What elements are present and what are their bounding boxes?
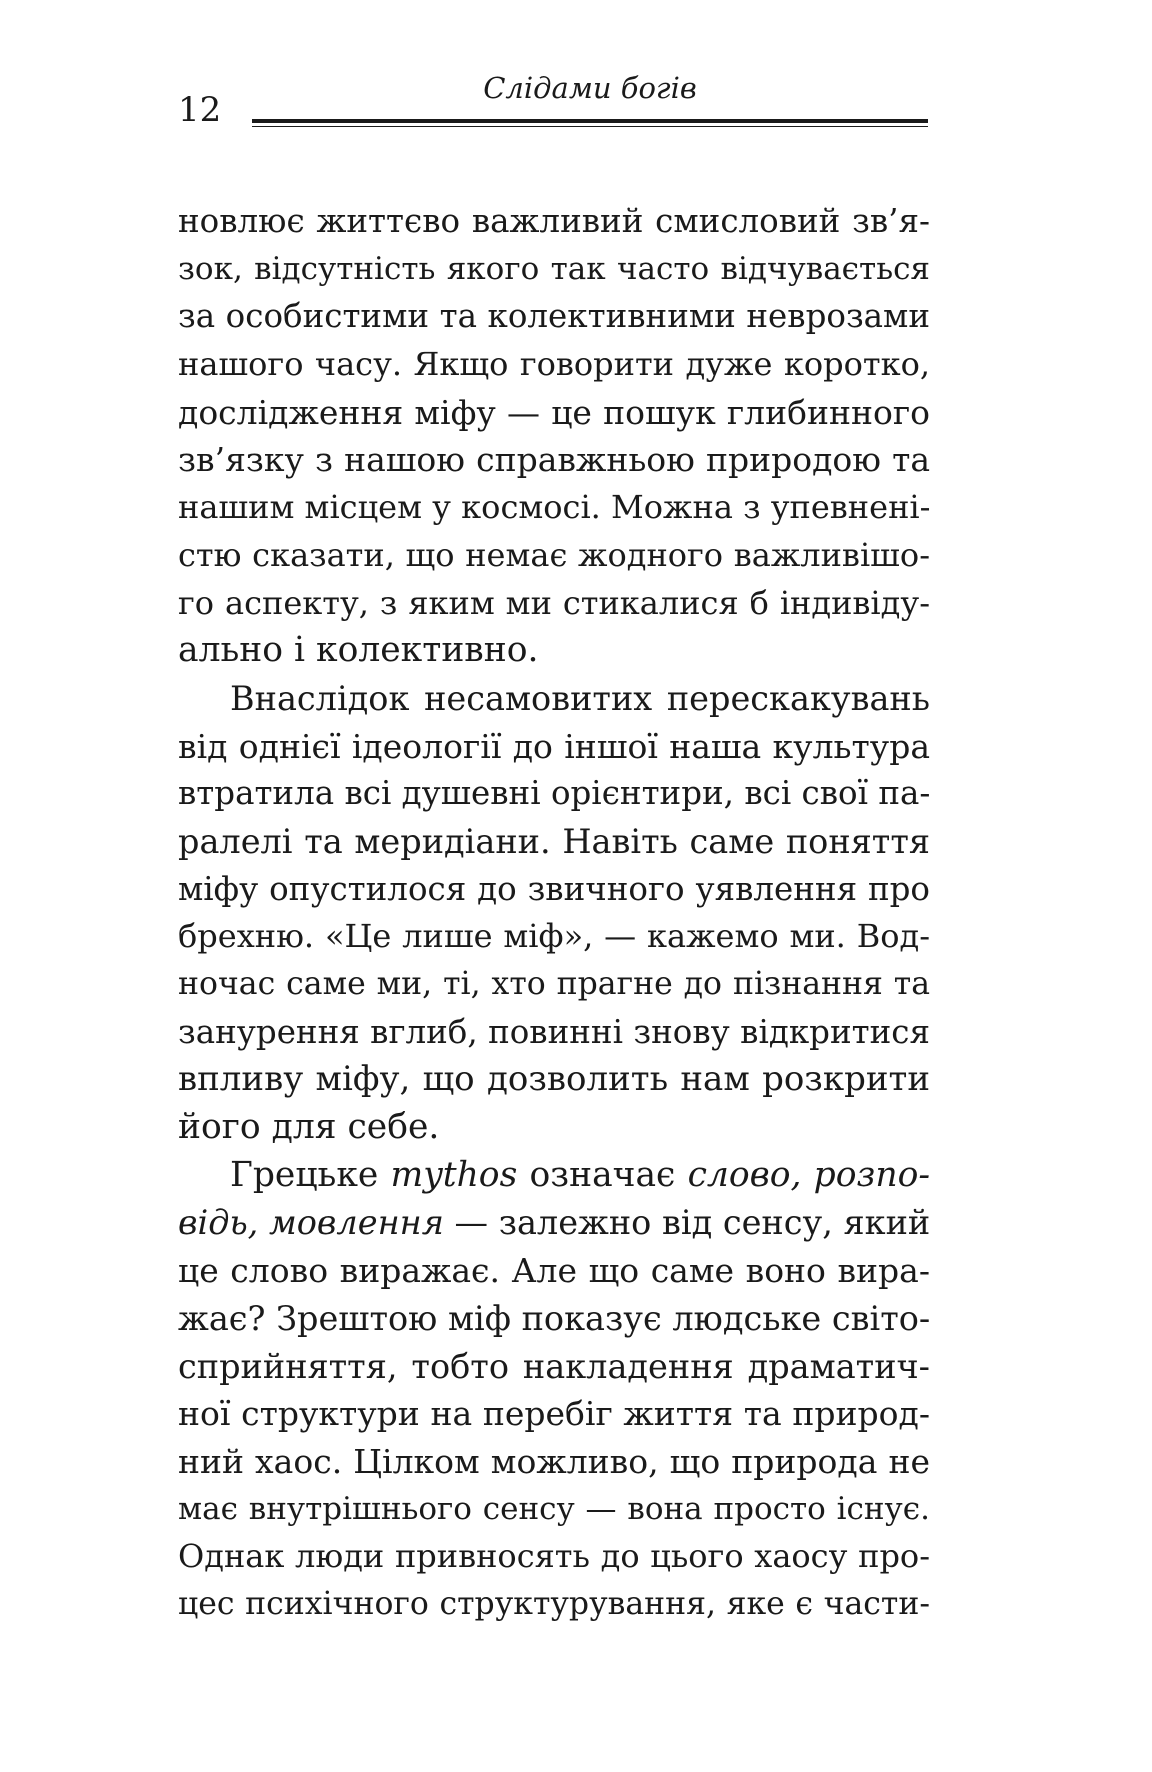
- italic-term: відь, мовлення: [178, 1203, 444, 1243]
- text-line: жає? Зрештою міф показує людське світо-: [178, 1298, 931, 1338]
- text-run: Грецьке: [230, 1154, 391, 1195]
- body-text: [178, 198, 930, 1629]
- text-line: го аспекту, з яким ми стикалися б індивіду-: [178, 583, 930, 622]
- text-line: його для себе.: [178, 1107, 440, 1148]
- italic-term: mythos: [390, 1154, 518, 1195]
- text-line: втратила всі душевні орієнтири, всі свої па-: [178, 774, 931, 813]
- text-line: нашого часу. Якщо говорити дуже коротко,: [178, 345, 930, 384]
- text-line: ралелі та меридіани. Навіть саме поняття: [178, 821, 930, 861]
- text-line: цес психічного структурування, яке є части-: [178, 1585, 930, 1622]
- text-line: брехню. «Це лише міф», — кажемо ми. Вод-: [178, 917, 930, 956]
- text-line: [178, 1152, 930, 1200]
- text-line: стю сказати, що немає жодного важливішо-: [178, 535, 930, 574]
- text-line: Однак люди привносять до цього хаосу про-: [178, 1537, 930, 1576]
- text-line: сприйняття, тобто накладення драматич-: [178, 1346, 930, 1386]
- text-line: від однієї ідеології до іншої наша культура: [178, 726, 930, 766]
- text-line: має внутрішнього сенсу — вона просто існує.: [178, 1490, 930, 1527]
- page-number: 12: [178, 90, 222, 130]
- text-run: — залежно від сенсу, який: [443, 1203, 931, 1243]
- text-line: ально і колективно.: [178, 630, 539, 671]
- text-line: ночас саме ми, ті, хто прагне до пізнання та: [178, 966, 930, 1002]
- text-line: Внаслідок несамовитих перескакувань: [230, 678, 930, 718]
- header-rule-thick: [252, 119, 928, 123]
- text-line: впливу міфу, що дозволить нам розкрити: [178, 1059, 930, 1100]
- text-line: занурення вглиб, повинні знову відкритися: [178, 1012, 930, 1051]
- text-line: зв’язку з нашою справжньою природою та: [178, 440, 930, 480]
- text-line: зок, відсутність якого так часто відчувається: [178, 250, 930, 287]
- text-line: нашим місцем у космосі. Можна з упевнені-: [178, 488, 931, 527]
- text-line: міфу опустилося до звичного уявлення про: [178, 869, 930, 908]
- text-line: ної структури на перебіг життя та природ-: [178, 1394, 930, 1434]
- header-rule-thin: [252, 126, 928, 127]
- text-line: новлює життєво важливий смисловий зв’я-: [178, 202, 930, 240]
- text-line: [178, 1199, 930, 1247]
- running-title: Слідами богів: [483, 71, 697, 105]
- text-line: за особистими та колективними неврозами: [178, 297, 930, 336]
- text-run: означає: [517, 1154, 688, 1195]
- text-line: ний хаос. Цілком можливо, що природа не: [178, 1441, 930, 1481]
- text-line: це слово виражає. Але що саме воно вира-: [178, 1251, 930, 1291]
- italic-term: слово, розпо-: [687, 1154, 930, 1195]
- text-line: дослідження міфу — це пошук глибинного: [178, 392, 930, 432]
